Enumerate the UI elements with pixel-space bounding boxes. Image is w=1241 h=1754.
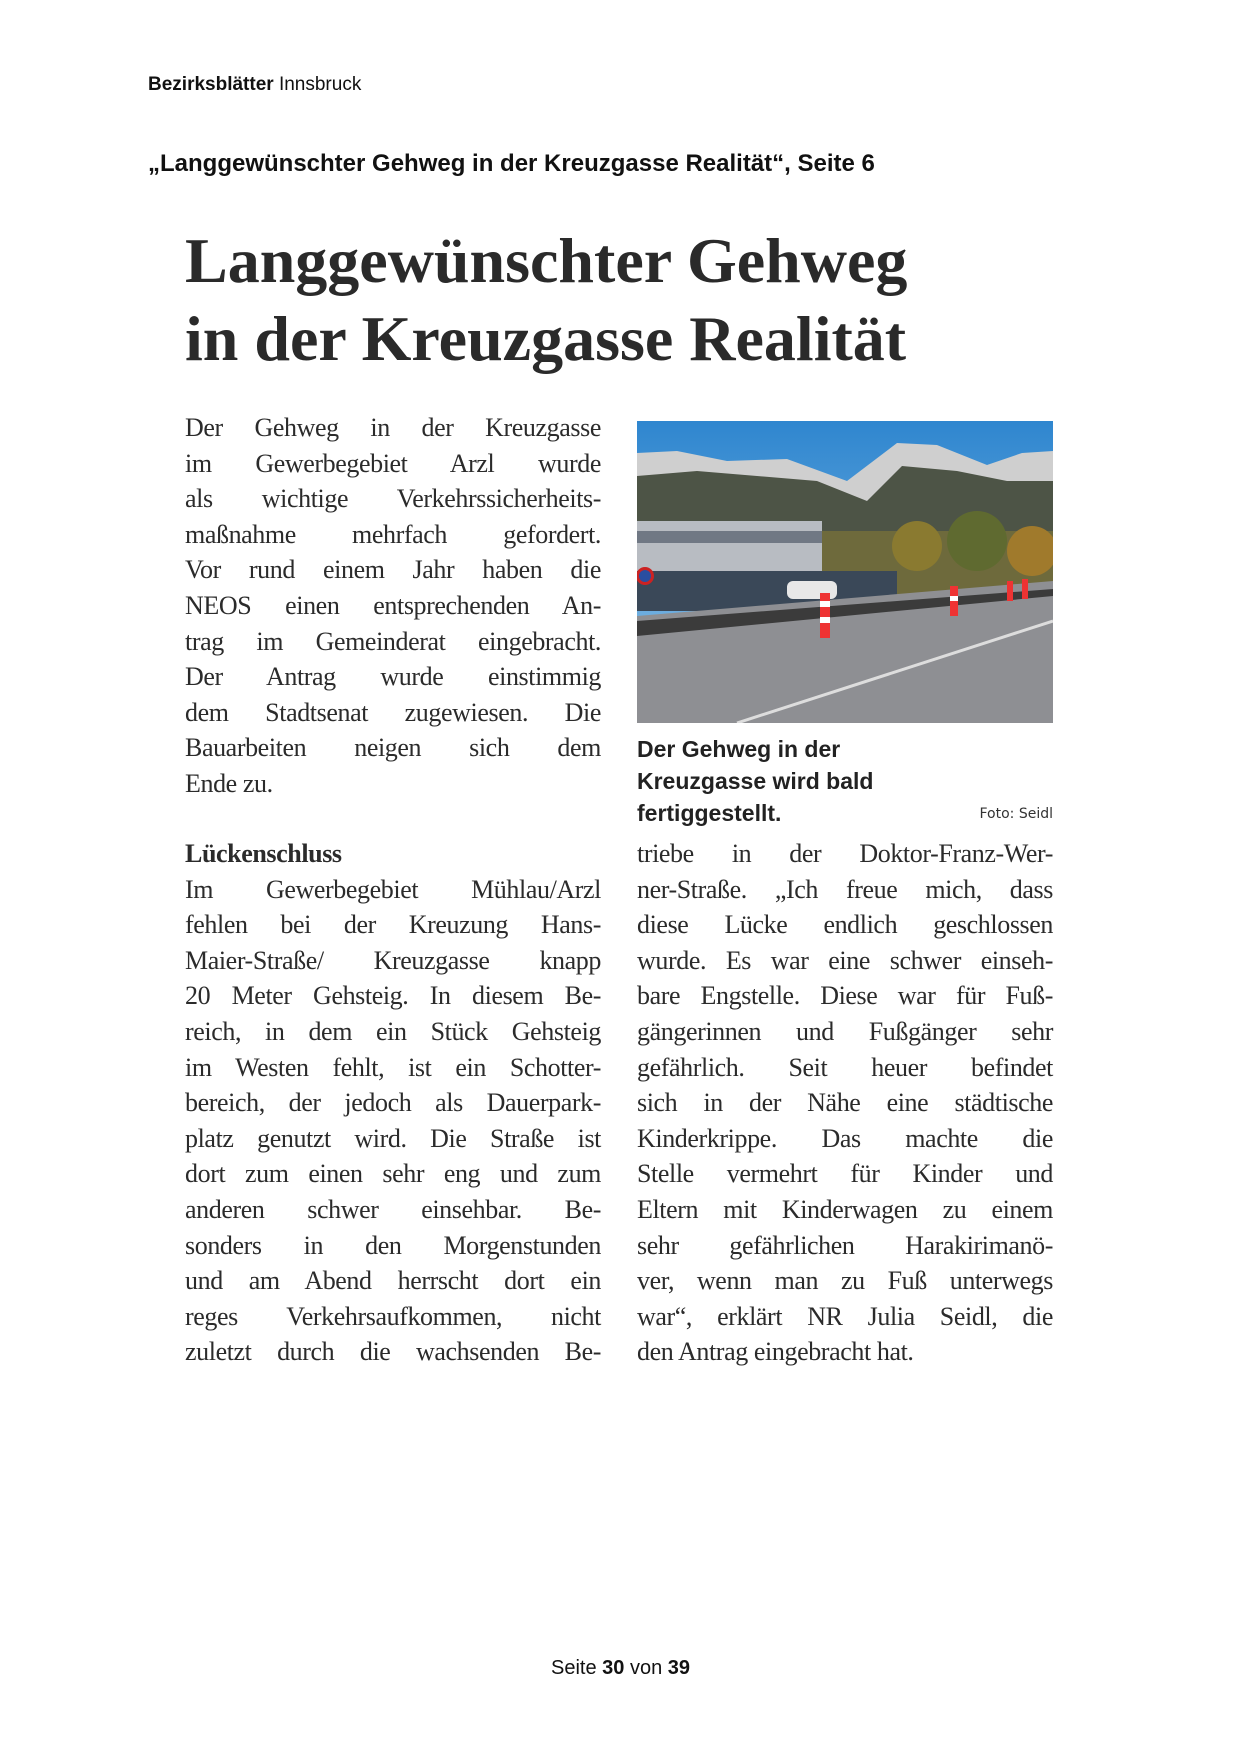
text-line: im Gewerbegebiet Arzl wurde	[185, 448, 601, 478]
text-line: Im Gewerbegebiet Mühlau/Arzl	[185, 874, 601, 904]
text-line: fehlen bei der Kreuzung Hans-	[185, 910, 601, 940]
text-line: sich in der Nähe eine städtische	[637, 1088, 1053, 1118]
text-line: trag im Gemeinderat eingebracht.	[185, 626, 601, 656]
text-line: zuletzt durch die wachsenden Be-	[185, 1337, 601, 1367]
article-headline	[185, 222, 1085, 378]
text-line: Vor rund einem Jahr haben die	[185, 555, 601, 585]
headline-line-1: Langgewünschter Gehweg	[185, 225, 908, 296]
text-line: als wichtige Verkehrssicherheits-	[185, 484, 601, 514]
text-line: gängerinnen und Fußgänger sehr	[637, 1016, 1053, 1046]
text-line: sehr gefährlichen Harakirimanö-	[637, 1230, 1053, 1260]
text-line: triebe in der Doktor-Franz-Wer-	[637, 839, 1053, 868]
photo-caption-block	[637, 733, 1053, 829]
text-line: sonders in den Morgenstunden	[185, 1230, 601, 1260]
publication-name: Bezirksblätter	[148, 74, 274, 95]
total-pages: 39	[667, 1657, 691, 1679]
text-line: ner-Straße. „Ich freue mich, dass	[637, 874, 1053, 904]
text-line: maßnahme mehrfach gefordert.	[185, 519, 601, 549]
article-reference: „Langgewünschter Gehweg in der Kreuzgasse Realität“, Seite 6	[148, 150, 875, 177]
body-left-column	[185, 836, 601, 1370]
photo-road-mountains	[637, 421, 1053, 723]
text-line: reges Verkehrsaufkommen, nicht	[185, 1301, 601, 1331]
text-line: Der Antrag wurde einstimmig	[185, 662, 601, 692]
publication-city: Innsbruck	[278, 74, 362, 95]
text-line: Eltern mit Kinderwagen zu einem	[637, 1194, 1053, 1224]
text-line: diese Lücke endlich geschlossen	[637, 910, 1053, 940]
text-line: gefährlich. Seit heuer befindet	[637, 1052, 1053, 1082]
headline-line-2: in der Kreuzgasse Realität	[185, 303, 907, 374]
text-line: NEOS einen entsprechenden An-	[185, 590, 601, 620]
text-line: Maier-Straße/ Kreuzgasse knapp	[185, 945, 601, 975]
intro-paragraph	[185, 410, 601, 802]
text-line: dem Stadtsenat zugewiesen. Die	[185, 697, 601, 727]
text-line: den Antrag eingebracht hat.	[637, 1337, 914, 1367]
text-line: bare Engstelle. Diese war für Fuß-	[637, 981, 1053, 1011]
text-line: Ende zu.	[185, 768, 273, 798]
text-line: ver, wenn man zu Fuß unterwegs	[637, 1266, 1053, 1296]
text-line: Stelle vermehrt für Kinder und	[637, 1159, 1053, 1189]
photo-caption: Der Gehweg in der Kreuzgasse wird bald fertiggestellt.	[637, 736, 874, 826]
text-line: 20 Meter Gehsteig. In diesem Be-	[185, 981, 601, 1011]
text-line: im Westen fehlt, ist ein Schotter-	[185, 1052, 601, 1082]
article-photo	[637, 421, 1053, 723]
text-line: Kinderkrippe. Das machte die	[637, 1123, 1053, 1153]
current-page: 30	[602, 1657, 625, 1679]
page-footer	[0, 1657, 1241, 1680]
footer-prefix: Seite	[550, 1657, 597, 1679]
text-line: wurde. Es war eine schwer einseh-	[637, 945, 1053, 975]
text-line: reich, in dem ein Stück Gehsteig	[185, 1016, 601, 1046]
subheading: Lückenschluss	[185, 839, 342, 868]
publication-header	[148, 74, 361, 96]
footer-middle: von	[629, 1657, 663, 1679]
text-line: platz genutzt wird. Die Straße ist	[185, 1123, 601, 1153]
text-line: und am Abend herrscht dort ein	[185, 1266, 601, 1296]
text-line: war“, erklärt NR Julia Seidl, die	[637, 1301, 1053, 1331]
text-line: bereich, der jedoch als Dauerpark-	[185, 1088, 601, 1118]
body-right-column	[637, 836, 1053, 1370]
text-line: anderen schwer einsehbar. Be-	[185, 1194, 601, 1224]
text-line: Bauarbeiten neigen sich dem	[185, 733, 601, 763]
text-line: Der Gehweg in der Kreuzgasse	[185, 413, 601, 442]
photo-credit: Foto: Seidl	[979, 806, 1053, 822]
text-line: dort zum einen sehr eng und zum	[185, 1159, 601, 1189]
